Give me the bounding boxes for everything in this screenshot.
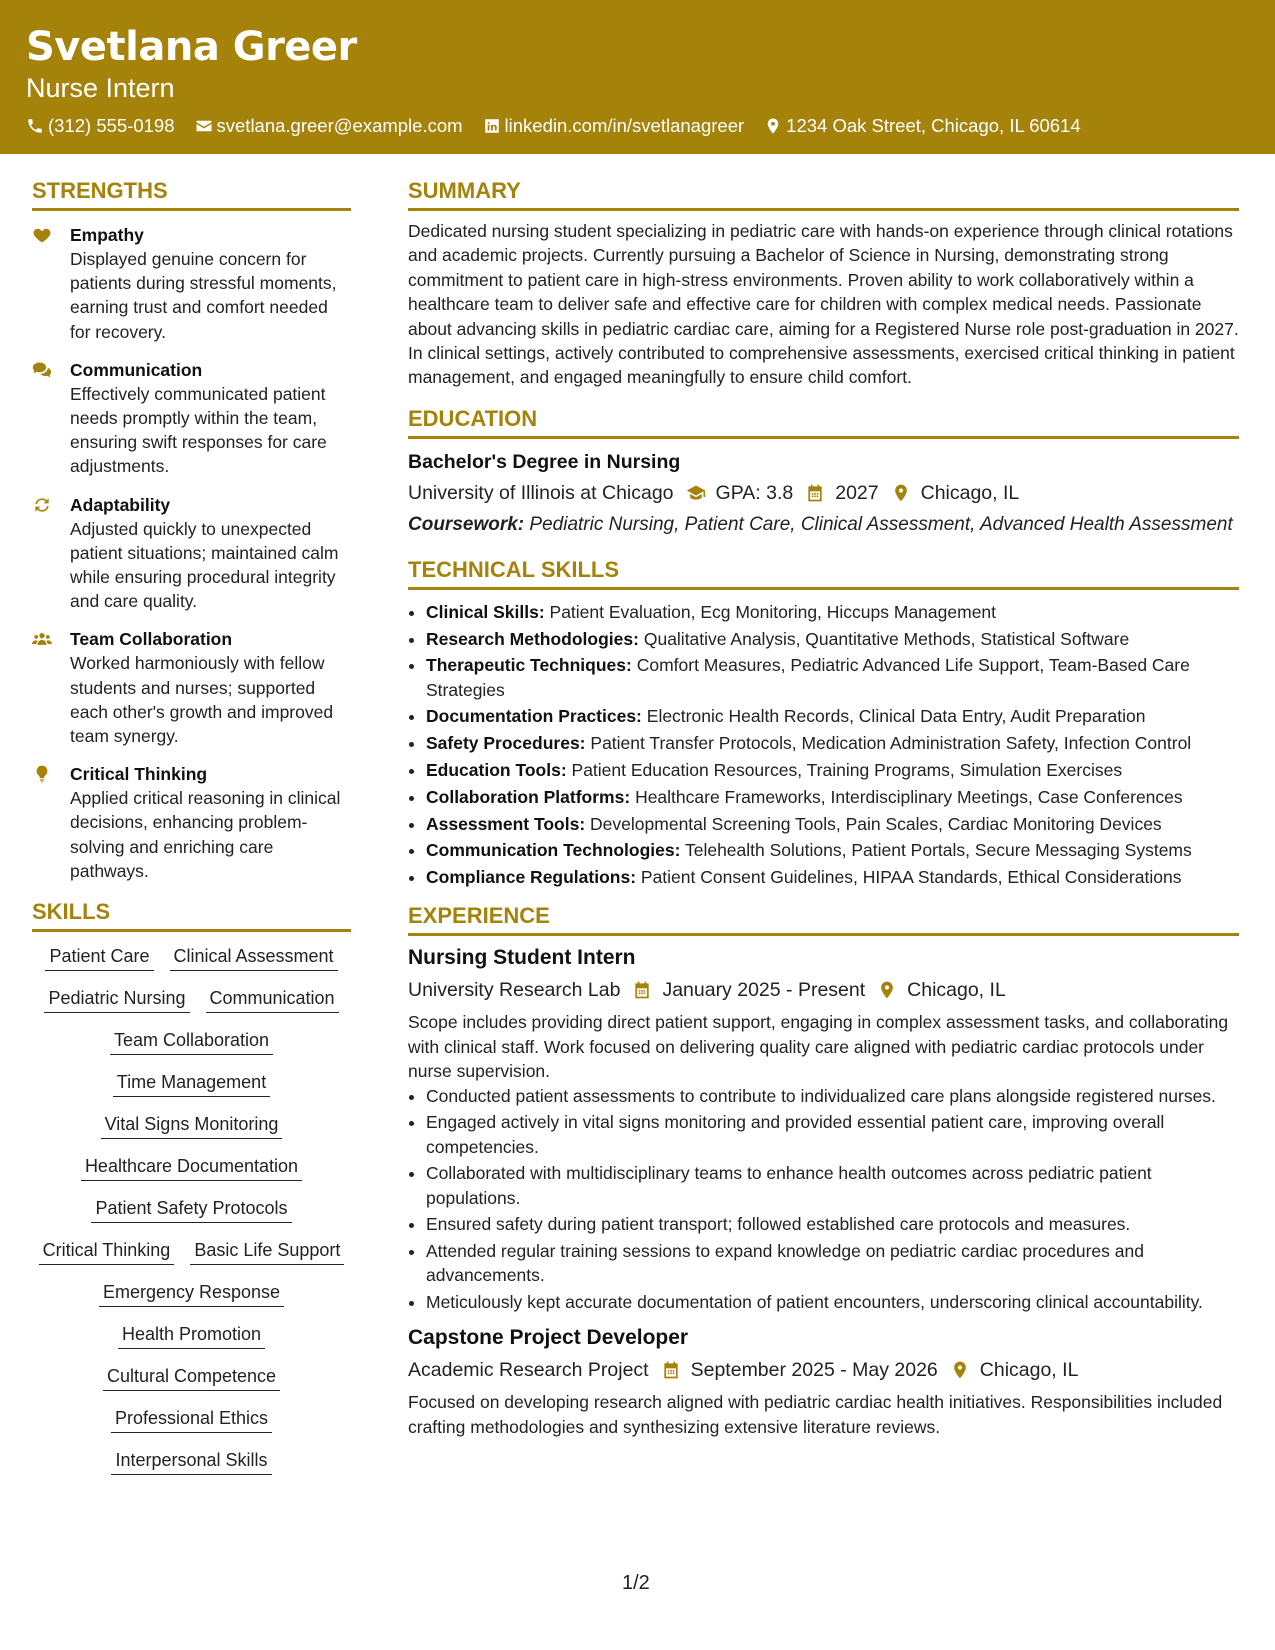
strength-desc: Displayed genuine concern for patients during stressful moments, earning trust and comfort needed for recovery. [70, 249, 337, 342]
calendar-icon [805, 483, 825, 503]
strength-title: Empathy [70, 225, 144, 245]
list-item: • Collaborated with multidisciplinary teams to enhance health outcomes across pediatric patient populations. [426, 1161, 1239, 1209]
email-text[interactable]: svetlana.greer@example.com [216, 115, 463, 136]
list-item [426, 812, 1239, 836]
list-item [426, 653, 1239, 701]
skill-tag: Team Collaboration [110, 1028, 273, 1055]
job-dates: September 2025 - May 2026 [690, 1359, 938, 1382]
job-org: University Research Lab [408, 979, 621, 1002]
degree-title: Bachelor's Degree in Nursing [408, 450, 681, 473]
candidate-name: Svetlana Greer [26, 24, 357, 70]
strength-desc: Worked harmoniously with fellow students and nurses; supported each other's growth and improved team synergy. [70, 653, 334, 747]
skill-tag: Communication [206, 986, 339, 1013]
job-meta [408, 1356, 1239, 1384]
skill-tag: Basic Life Support [190, 1238, 344, 1265]
summary-text: Dedicated nursing student specializing in pediatric care with hands-on experience through clinical rotations and academic projects. Currently pursuing a Bachelor of Science in Nursing, demonstrating strong commitment to patient care in high-stress environments. Proven ability to work collaboratively within a healthcare team to deliver safe and effective care for children with complex medical needs. Passionate about advancing skills in pediatric cardiac care, aiming for a Registered Nurse role post-graduation in 2027. In clinical settings, actively contributed to comprehensive assessments, exercised critical thinking in patient management, and engaged meaningfully to ensure child comfort. [408, 221, 1239, 388]
skill-values: Qualitative Analysis, Quantitative Methods, Statistical Software [643, 628, 1130, 649]
job-title: Capstone Project Developer [408, 1326, 689, 1350]
skill-tag: Critical Thinking [39, 1238, 175, 1265]
strength-desc: Adjusted quickly to unexpected patient situations; maintained calm while ensuring procedural integrity and care quality. [70, 518, 339, 612]
skills-heading: SKILLS [32, 899, 351, 932]
users-icon [32, 629, 52, 649]
list-item [426, 627, 1239, 651]
education-meta [408, 479, 1239, 507]
skill-category: Education Tools: [426, 760, 567, 781]
skill-tag: Clinical Assessment [170, 944, 338, 971]
skill-values: Patient Education Resources, Training Programs, Simulation Exercises [571, 760, 1123, 781]
skill-category: Safety Procedures: [426, 733, 586, 754]
contact-email[interactable] [195, 114, 463, 138]
phone-text: (312) 555-0198 [48, 115, 175, 136]
page-number: 1/2 [622, 1572, 650, 1594]
skill-category: Therapeutic Techniques: [426, 655, 632, 676]
linkedin-text[interactable]: linkedin.com/in/svetlanagreer [504, 115, 745, 136]
skill-category: Clinical Skills: [426, 601, 545, 622]
skill-values: Patient Consent Guidelines, HIPAA Standards, Ethical Considerations [640, 867, 1182, 888]
job-dates: January 2025 - Present [662, 979, 866, 1002]
skill-category: Collaboration Platforms: [426, 786, 631, 807]
lightbulb-icon [32, 764, 52, 784]
list-item: • Meticulously kept accurate documentation of patient encounters, underscoring clinical accountability. [426, 1290, 1239, 1314]
strength-item [32, 493, 351, 614]
list-item: • Engaged actively in vital signs monitoring and provided essential patient care, improving overall competencies. [426, 1110, 1239, 1158]
envelope-icon [195, 117, 213, 135]
job-meta [408, 976, 1239, 1004]
job-org: Academic Research Project [408, 1359, 649, 1382]
skill-tag: Patient Care [45, 944, 153, 971]
linkedin-icon [483, 117, 501, 135]
job-entry [408, 1324, 1239, 1439]
contact-address [764, 114, 1080, 138]
strength-desc: Effectively communicated patient needs promptly within the team, ensuring swift responses for care adjustments. [70, 383, 327, 477]
map-pin-icon [891, 483, 911, 503]
skill-tag: Pediatric Nursing [44, 986, 189, 1013]
skill-tag: Emergency Response [99, 1280, 284, 1307]
skill-values: Telehealth Solutions, Patient Portals, Secure Messaging Systems [684, 840, 1192, 861]
list-item [426, 600, 1239, 624]
skills-list [32, 944, 351, 1475]
technical-skills-heading: TECHNICAL SKILLS [408, 557, 1239, 590]
skill-values: Developmental Screening Tools, Pain Scales, Cardiac Monitoring Devices [590, 813, 1162, 834]
job-title: Nursing Student Intern [408, 946, 636, 970]
list-item [426, 865, 1239, 889]
calendar-icon [632, 980, 652, 1000]
right-column [408, 178, 1239, 1439]
strength-title: Communication [70, 359, 203, 380]
left-column [32, 178, 351, 1475]
resume-header [0, 0, 1275, 154]
refresh-icon [32, 495, 52, 515]
list-item [426, 704, 1239, 728]
list-item: • Attended regular training sessions to expand knowledge on pediatric cardiac procedures and advancements. [426, 1239, 1239, 1287]
candidate-role: Nurse Intern [26, 73, 175, 103]
skill-category: Documentation Practices: [426, 706, 642, 727]
summary-heading: SUMMARY [408, 178, 1239, 211]
contact-bar [26, 114, 1249, 138]
map-pin-icon [764, 117, 782, 135]
calendar-icon [661, 1360, 681, 1380]
strength-item [32, 223, 351, 344]
list-item [426, 785, 1239, 809]
job-entry [408, 944, 1239, 1314]
coursework-list: Pediatric Nursing, Patient Care, Clinical Assessment, Advanced Health Assessment [529, 513, 1233, 535]
education-entry [408, 449, 1239, 537]
skill-tag: Interpersonal Skills [111, 1448, 271, 1475]
address-text: 1234 Oak Street, Chicago, IL 60614 [786, 115, 1081, 136]
heart-icon [32, 225, 52, 245]
map-pin-icon [950, 1360, 970, 1380]
skill-tag: Professional Ethics [111, 1406, 272, 1433]
skill-category: Research Methodologies: [426, 628, 639, 649]
skill-category: Communication Technologies: [426, 840, 681, 861]
job-description: Scope includes providing direct patient support, engaging in complex assessment tasks, and collaborating with clinical staff. Work focused on delivering quality care aligned with pediatric cardiac protocols under nurse supervision. [408, 1012, 1229, 1082]
list-item [426, 731, 1239, 755]
contact-linkedin[interactable] [483, 114, 745, 138]
skill-tag: Patient Safety Protocols [91, 1196, 291, 1223]
education-heading: EDUCATION [408, 406, 1239, 439]
phone-icon [26, 117, 44, 135]
skill-tag: Health Promotion [118, 1322, 265, 1349]
coursework-label: Coursework: [408, 513, 525, 535]
skill-values: Patient Evaluation, Ecg Monitoring, Hiccups Management [549, 601, 997, 622]
list-item [426, 838, 1239, 862]
skill-tag: Vital Signs Monitoring [101, 1112, 283, 1139]
list-item: • Conducted patient assessments to contribute to individualized care plans alongside registered nurses. [426, 1084, 1239, 1108]
strength-item [32, 762, 351, 883]
list-item: • Ensured safety during patient transport; followed established care protocols and measures. [426, 1212, 1239, 1236]
coursework [408, 513, 1239, 537]
technical-skills-list [408, 600, 1239, 890]
graduation-year: 2027 [835, 481, 879, 504]
job-location: Chicago, IL [907, 979, 1006, 1002]
chat-bubbles-icon [32, 360, 52, 380]
strengths-heading: STRENGTHS [32, 178, 351, 211]
strength-title: Adaptability [70, 494, 171, 515]
strength-title: Team Collaboration [70, 629, 233, 650]
strength-title: Critical Thinking [70, 764, 208, 785]
strength-item [32, 358, 351, 479]
skill-category: Compliance Regulations: [426, 867, 637, 888]
job-bullets [408, 1084, 1239, 1315]
experience-heading: EXPERIENCE [408, 903, 1239, 936]
skill-tag: Time Management [113, 1070, 270, 1097]
job-description: Focused on developing research aligned with pediatric cardiac health initiatives. Responsibilities included crafting methodologies and synthesizing extensive literature reviews. [408, 1392, 1223, 1437]
job-location: Chicago, IL [979, 1359, 1079, 1382]
map-pin-icon [877, 980, 897, 1000]
skill-values: Comfort Measures, Pediatric Advanced Life Support, Team-Based Care Strategies [426, 655, 1190, 700]
gpa-text: GPA: 3.8 [715, 481, 794, 504]
strength-item [32, 627, 351, 748]
strength-desc: Applied critical reasoning in clinical decisions, enhancing problem-solving and enriching care pathways. [70, 788, 341, 881]
skill-values: Healthcare Frameworks, Interdisciplinary Meetings, Case Conferences [635, 786, 1183, 807]
contact-phone [26, 114, 175, 138]
graduation-cap-icon [686, 483, 706, 503]
skill-tag: Healthcare Documentation [81, 1154, 302, 1181]
school-name: University of Illinois at Chicago [408, 481, 674, 504]
skill-tag: Cultural Competence [103, 1364, 280, 1391]
education-location: Chicago, IL [920, 481, 1020, 504]
skill-values: Patient Transfer Protocols, Medication Administration Safety, Infection Control [590, 733, 1192, 754]
strengths-list [32, 223, 351, 883]
list-item [426, 758, 1239, 782]
skill-values: Electronic Health Records, Clinical Data Entry, Audit Preparation [646, 706, 1146, 727]
skill-category: Assessment Tools: [426, 813, 586, 834]
